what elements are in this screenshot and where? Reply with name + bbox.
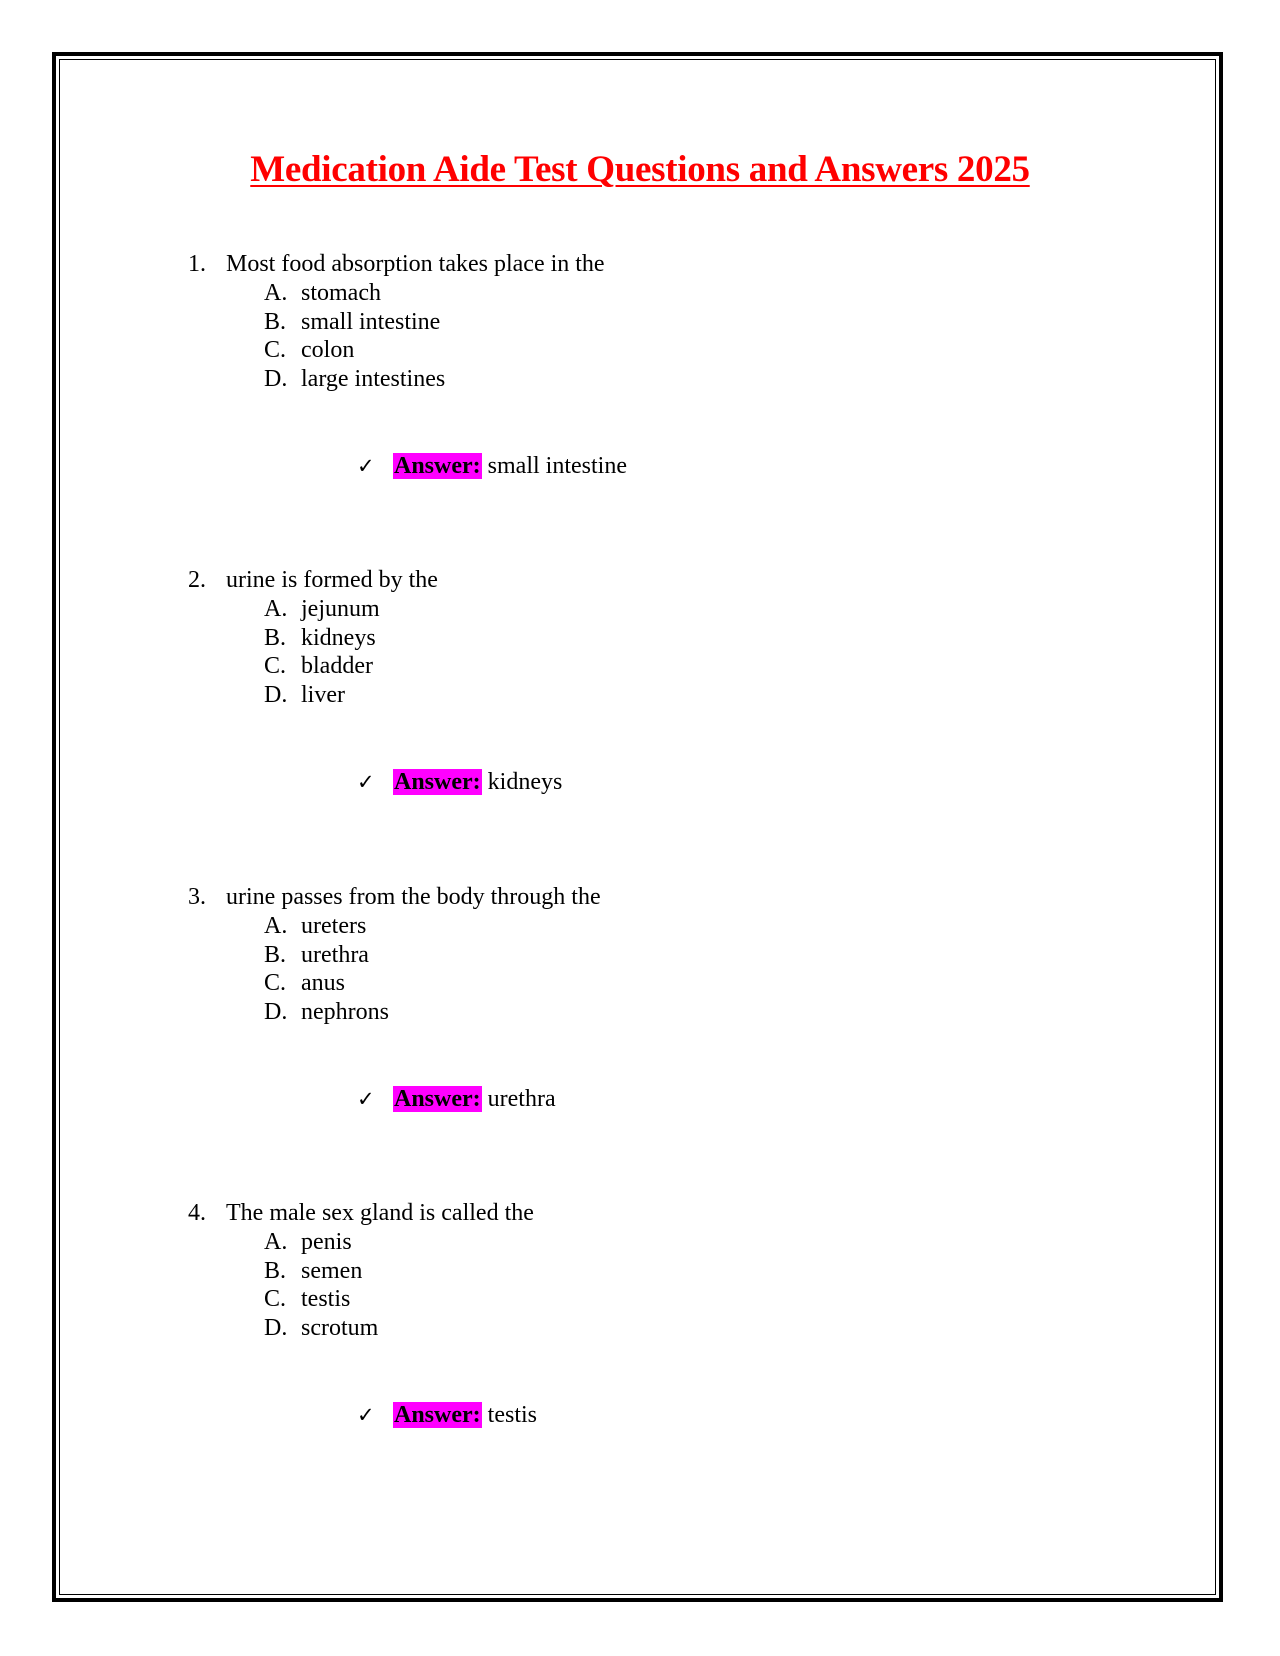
question-text: urine passes from the body through the [226, 884, 601, 910]
option-text: liver [301, 682, 345, 709]
option-b [188, 1257, 534, 1286]
option-letter: A. [264, 279, 288, 306]
option-text: kidneys [301, 624, 376, 651]
question-2 [188, 566, 438, 710]
option-c [188, 652, 438, 681]
answer-label: Answer: [394, 453, 481, 479]
options-list [188, 1228, 534, 1343]
question-text: urine is formed by the [226, 567, 438, 593]
question-text: The male sex gland is called the [226, 1200, 534, 1226]
option-letter: D. [264, 366, 288, 393]
options-list [188, 595, 438, 710]
option-a [188, 279, 605, 308]
option-a [188, 912, 601, 941]
option-a [188, 595, 438, 624]
answer-label: Answer: [394, 1086, 481, 1112]
page-title: Medication Aide Test Questions and Answers 2025 [250, 149, 1030, 190]
answer-text: testis [487, 1402, 537, 1428]
option-c [188, 969, 601, 998]
question-number: 3. [188, 884, 206, 910]
option-d [188, 365, 605, 394]
option-letter: B. [264, 1257, 287, 1284]
option-text: small intestine [301, 308, 441, 335]
option-text: stomach [301, 279, 381, 306]
answer-text: urethra [487, 1086, 556, 1112]
question-text: Most food absorption takes place in the [226, 251, 605, 277]
option-letter: C. [264, 653, 287, 680]
option-c [188, 336, 605, 365]
answer-2 [357, 768, 562, 796]
question-stem [188, 883, 601, 912]
answer-4 [357, 1401, 537, 1429]
question-4 [188, 1199, 534, 1343]
option-text: semen [301, 1257, 363, 1284]
checkmark-icon: ✓ [357, 1403, 375, 1427]
option-d [188, 681, 438, 710]
option-b [188, 308, 605, 337]
option-letter: A. [264, 595, 288, 622]
option-letter: D. [264, 1315, 288, 1342]
option-letter: B. [264, 308, 287, 335]
option-text: urethra [301, 941, 369, 968]
option-text: nephrons [301, 999, 389, 1026]
option-d [188, 1314, 534, 1343]
question-3 [188, 883, 601, 1027]
option-text: jejunum [301, 595, 380, 622]
answer-text: small intestine [487, 453, 627, 479]
option-letter: C. [264, 970, 287, 997]
checkmark-icon: ✓ [357, 1087, 375, 1111]
answer-label: Answer: [394, 769, 481, 795]
option-letter: B. [264, 941, 287, 968]
option-letter: B. [264, 624, 287, 651]
option-b [188, 941, 601, 970]
option-text: bladder [301, 653, 373, 680]
question-number: 2. [188, 567, 206, 593]
question-stem [188, 1199, 534, 1228]
option-text: colon [301, 337, 355, 364]
options-list [188, 912, 601, 1027]
option-d [188, 998, 601, 1027]
option-letter: A. [264, 912, 288, 939]
question-1 [188, 250, 605, 394]
option-text: scrotum [301, 1315, 379, 1342]
option-a [188, 1228, 534, 1257]
option-text: ureters [301, 912, 367, 939]
option-text: penis [301, 1228, 352, 1255]
answer-3 [357, 1085, 556, 1113]
option-c [188, 1285, 534, 1314]
question-number: 1. [188, 251, 206, 277]
option-b [188, 624, 438, 653]
checkmark-icon: ✓ [357, 454, 375, 478]
options-list [188, 279, 605, 394]
question-number: 4. [188, 1200, 206, 1226]
option-letter: C. [264, 337, 287, 364]
option-letter: C. [264, 1286, 287, 1313]
option-text: anus [301, 970, 345, 997]
answer-text: kidneys [487, 769, 563, 795]
option-letter: A. [264, 1228, 288, 1255]
answer-1 [357, 452, 627, 480]
option-letter: D. [264, 999, 288, 1026]
option-text: large intestines [301, 366, 446, 393]
option-letter: D. [264, 682, 288, 709]
option-text: testis [301, 1286, 351, 1313]
answer-label: Answer: [394, 1402, 481, 1428]
question-stem [188, 566, 438, 595]
checkmark-icon: ✓ [357, 770, 375, 794]
question-stem [188, 250, 605, 279]
